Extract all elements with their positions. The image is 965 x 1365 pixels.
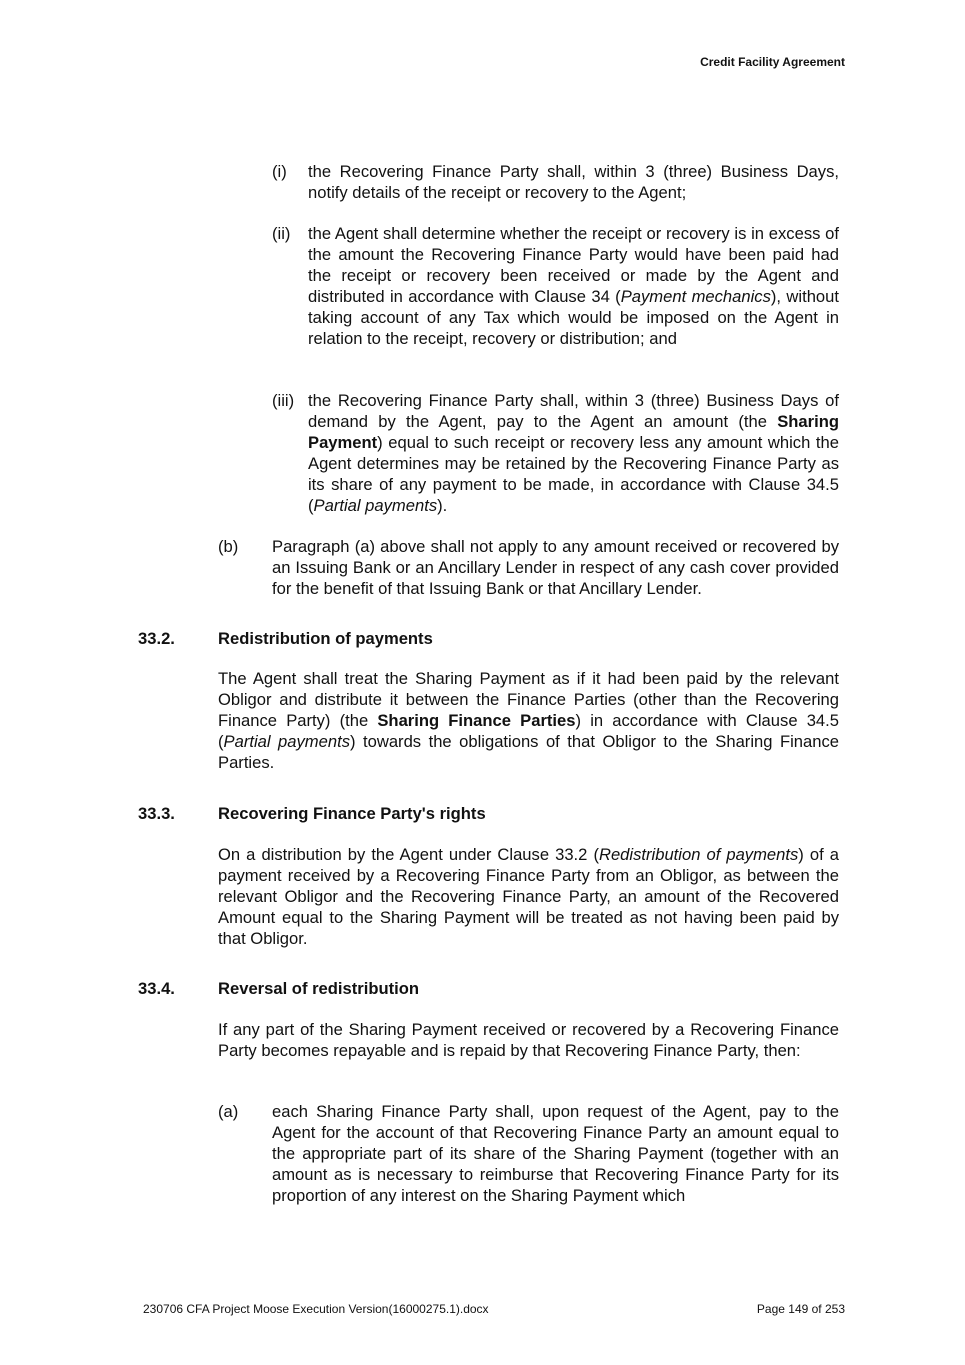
section-text-33-3-b: ) of a payment received by a Recovering Finance Party from an Obligor, as between the relevant Obligor and the Recovering Finance Party, an amount of the Recovered Amount equal to the Sharing Payment will be treated as not having been paid by that Obligor. xyxy=(218,845,839,948)
item-label-ii: (ii) xyxy=(272,224,291,243)
item-text-ii-italic: Payment mechanics xyxy=(620,287,771,306)
item-text-iii-c: ). xyxy=(437,496,448,515)
item-text-iii-b: ) equal to such receipt or recovery less any amount which the Agent determines may be retained by the Recovering Finance Party as its share of any payment to be made, in accordance with Clause 34.5 ( xyxy=(308,433,839,515)
item-text-ii-a: the Agent shall determine whether the receipt or recovery is in excess of the amount the Recovering Finance Party would have been paid had the receipt or recovery been received or made by the Agent and distributed in accordance with Clause 34 ( xyxy=(308,224,839,306)
section-text-33-2-italic: Partial payments xyxy=(223,732,350,751)
section-title-33-2: Redistribution of payments xyxy=(218,629,433,648)
item-text-iii-italic: Partial payments xyxy=(313,496,438,515)
item-label-iii: (iii) xyxy=(272,391,295,410)
item-text-i: the Recovering Finance Party shall, within 3 (three) Business Days, notify details of the receipt or recovery to the Agent; xyxy=(308,162,839,202)
item-text-iii xyxy=(308,390,839,516)
section-text-33-3-italic: Redistribution of payments xyxy=(598,845,799,864)
section-title-33-4: Reversal of redistribution xyxy=(218,979,420,998)
document-header-title: Credit Facility Agreement xyxy=(700,55,845,69)
item-text-a: each Sharing Finance Party shall, upon request of the Agent, pay to the Agent for the account of that Recovering Finance Party an amount equal to the appropriate part of its share of the Sharing Payment (together with an amount as is necessary to reimburse that Recovering Finance Party for its proportion of any interest on the Sharing Payment which xyxy=(272,1102,839,1205)
item-text-iii-bold: Sharing Payment xyxy=(308,412,839,452)
section-number-33-3: 33.3. xyxy=(138,804,175,823)
item-label-i: (i) xyxy=(272,162,287,181)
item-text-ii xyxy=(308,223,839,349)
section-text-33-2-b: ) in accordance with Clause 34.5 ( xyxy=(218,711,839,751)
section-title-33-3: Recovering Finance Party's rights xyxy=(218,804,486,823)
section-text-33-3-a: On a distribution by the Agent under Clause 33.2 ( xyxy=(218,845,599,864)
section-number-33-2: 33.2. xyxy=(138,629,175,648)
footer-document-name: 230706 CFA Project Moose Execution Version(16000275.1).docx xyxy=(143,1302,489,1316)
section-text-33-2 xyxy=(218,668,839,773)
section-text-33-4: If any part of the Sharing Payment received or recovered by a Recovering Finance Party becomes repayable and is repaid by that Recovering Finance Party, then: xyxy=(218,1020,839,1060)
item-text-ii-b: ), without taking account of any Tax which would be imposed on the Agent in relation to the receipt, recovery or distribution; and xyxy=(308,287,839,348)
section-text-33-3 xyxy=(218,844,839,949)
item-text-b: Paragraph (a) above shall not apply to any amount received or recovered by an Issuing Bank or an Ancillary Lender in respect of any cash cover provided for the benefit of that Issuing Bank or that Ancillary Lender. xyxy=(272,537,839,598)
section-text-33-2-a: The Agent shall treat the Sharing Payment as if it had been paid by the relevant Obligor and distribute it between the Finance Parties (other than the Recovering Finance Party) (the xyxy=(218,669,839,730)
section-text-33-2-c: ) towards the obligations of that Obligor to the Sharing Finance Parties. xyxy=(218,732,839,772)
item-label-b: (b) xyxy=(218,537,239,556)
item-label-a: (a) xyxy=(218,1102,239,1121)
footer-page-number: Page 149 of 253 xyxy=(756,1302,845,1316)
section-text-33-2-bold: Sharing Finance Parties xyxy=(377,711,576,730)
section-number-33-4: 33.4. xyxy=(138,979,175,998)
item-text-iii-a: the Recovering Finance Party shall, within 3 (three) Business Days of demand by the Agent, pay to the Agent an amount (the xyxy=(308,391,839,431)
